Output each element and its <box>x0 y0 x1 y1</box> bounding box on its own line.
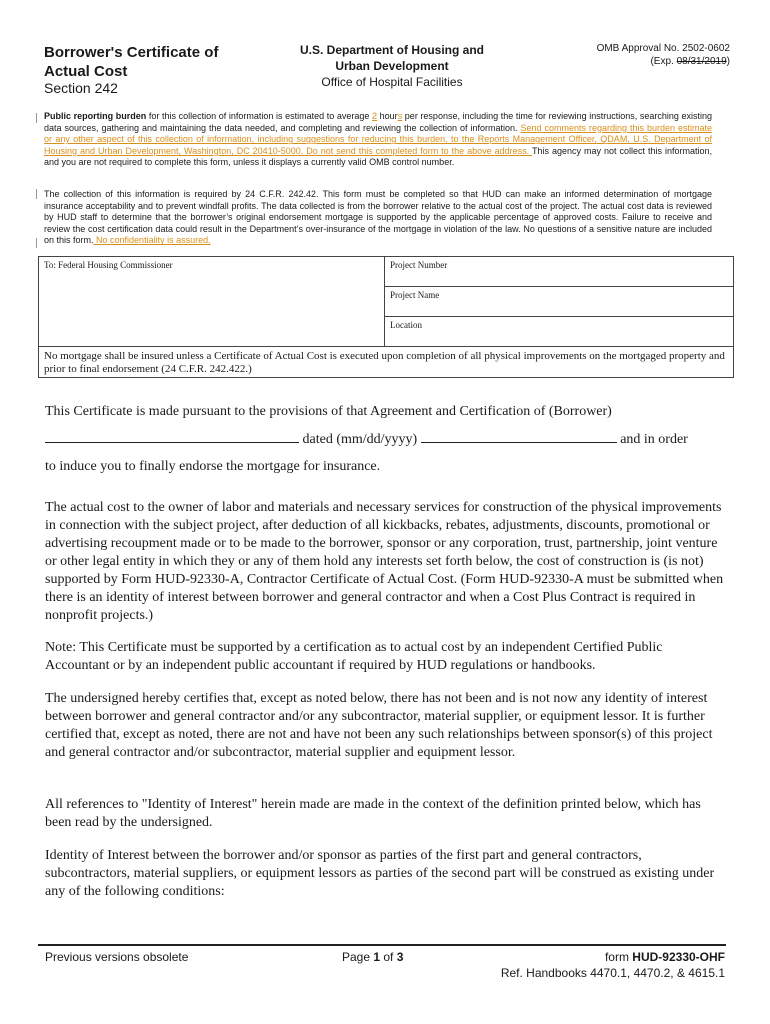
form-title <box>44 43 274 81</box>
agency-block <box>282 42 502 90</box>
form-prefix: form <box>604 950 633 964</box>
previous-versions-note: Previous versions obsolete <box>45 950 189 964</box>
page-of: of <box>380 950 397 964</box>
revision-mark <box>36 113 37 123</box>
cert-line-2 <box>45 430 725 449</box>
footer-divider <box>38 944 726 946</box>
references-paragraph: All references to "Identity of Interest" herein made are made in the context of the definition printed below, which has been read by the undersigned. <box>45 797 701 830</box>
collection-statement <box>44 189 712 247</box>
project-number-label: Project Number <box>390 260 448 270</box>
page-number: 1 <box>373 950 381 964</box>
cert-line-1: This Certificate is made pursuant to the provisions of that Agreement and Certification of (Borrower) <box>45 404 612 419</box>
revision-mark <box>36 238 37 248</box>
project-name-label: Project Name <box>390 290 440 300</box>
burden-text-b: hour <box>377 111 398 121</box>
burden-text-d: This agency may not collect this information, and you are not required to complete this form, unless it displays a currently valid OMB control number. <box>44 145 712 168</box>
omb-exp-prefix: (Exp. <box>650 56 677 67</box>
send-comments-text: Send comments regarding this burden estimate or any other aspect of this collection of information, including suggestions for reducing this burden, to the Reports Management Officer, QDAM, U.S. Department of Housing and Urban Development, Washington, DC 20410-5000. Do not send this completed form to the above address. <box>44 122 712 156</box>
borrower-blank[interactable] <box>45 430 299 443</box>
burden-lead: Public reporting burden <box>44 111 147 121</box>
identity-paragraph: Identity of Interest between the borrower and/or sponsor as parties of the first part and general contractors, subcontractors, material suppliers, or equipment lessors as parties of the second part will be construed as existing under any of the following conditions: <box>45 848 715 899</box>
form-title-line1: Borrower's Certificate of <box>44 44 219 61</box>
agency-office: Office of Hospital Facilities <box>321 75 463 89</box>
location-label: Location <box>390 320 422 330</box>
confidentiality-text: No confidentiality is assured. <box>93 235 211 246</box>
to-label: To: Federal Housing Commissioner <box>44 260 173 270</box>
cert-line-3: to induce you to finally endorse the mortgage for insurance. <box>45 459 381 474</box>
form-id <box>605 950 725 964</box>
burden-hours-num: 2 <box>372 111 378 121</box>
omb-exp-date: 08/31/2019 <box>676 56 727 67</box>
and-in-order-text: and in order <box>616 432 688 447</box>
actual-cost-paragraph: The actual cost to the owner of labor and materials and necessary services for construction of the physical improvements in connection with the subject project, after deduction of all kickbacks, rebates, adjustments, discounts, promotional or advertising recoupment made or to be made to the borrower, sponsor or any corporation, trust, partnership, joint venture or other legal entity in which they or any of them hold any interests set forth below, the cost of construction is (is not) supported by Form HUD-92330-A, Contractor Certificate of Actual Cost. (Form HUD-92330-A must be submitted when there is an identity of interest between borrower and general contractor and when a Cost Plus Contract is required in nonprofit projects.) <box>45 500 724 623</box>
location-field[interactable] <box>385 317 733 345</box>
date-blank[interactable] <box>421 430 617 443</box>
agency-name-line1: U.S. Department of Housing and <box>299 43 484 57</box>
handbook-references: Ref. Handbooks 4470.1, 4470.2, & 4615.1 <box>500 966 725 980</box>
form-title-line2: Actual Cost <box>44 63 128 80</box>
to-cell[interactable] <box>39 257 385 346</box>
page-total: 3 <box>396 950 404 964</box>
agency-name-line2: Urban Development <box>335 59 449 73</box>
insurance-note-text: No mortgage shall be insured unless a Certificate of Actual Cost is executed upon completion of all physical improvements on the mortgaged property and prior to final endorsement (24 C.F.R. 242.422.) <box>44 350 725 375</box>
page-indicator <box>342 950 403 964</box>
project-info-table <box>38 256 734 378</box>
burden-hours-s: s <box>397 111 403 121</box>
omb-approval <box>597 42 730 68</box>
project-name-field[interactable] <box>385 287 733 317</box>
revision-mark <box>36 189 37 199</box>
form-number: HUD-92330-OHF <box>632 950 725 964</box>
note-paragraph: Note: This Certificate must be supported by a certification as to actual cost by an independent Certified Public Accountant or by an independent public accountant if required by HUD regulations or handbooks. <box>45 640 663 673</box>
insurance-note <box>39 346 733 378</box>
omb-number: OMB Approval No. 2502-0602 <box>596 43 730 54</box>
collection-text: The collection of this information is required by 24 C.F.R. 242.42. This form must be completed so that HUD can make an informed determination of mortgage insurance acceptability and to prevent windfall profits. The data collected is from the borrower relative to the actual cost of the project. The actual cost data is reviewed by HUD staff to determine that the borrower’s original endorsement mortgage is supported by the applicable percentage of approved costs. Failure to receive and review the cost certification data could result in the Department’s over-insurance of the mortgage in violation of the law. No questions of a sensitive nature are included on this form. <box>44 189 712 246</box>
section-label: Section 242 <box>44 80 118 96</box>
burden-text-a: for this collection of information is estimated to average <box>146 111 373 121</box>
burden-text-c: per response, including the time for reviewing instructions, searching existing data sources, gathering and maintaining the data needed, and completing and reviewing the collection of information. <box>44 111 713 133</box>
dated-label: dated (mm/dd/yyyy) <box>299 432 421 447</box>
burden-statement <box>44 111 712 169</box>
page-prefix: Page <box>342 950 374 964</box>
omb-exp-suffix: ) <box>726 56 730 67</box>
project-number-field[interactable] <box>385 257 733 287</box>
omb-expiration <box>597 55 730 68</box>
undersigned-paragraph: The undersigned hereby certifies that, except as noted below, there has not been and is not now any identity of interest between borrower and general contractor and/or any subcontractor, material supplier, or equipment lessor. It is further certified that, except as noted, there are not and have not been any such relationships between sponsor(s) of this project and general contractor and/or subcontractor, material supplier and equipment lessor. <box>45 691 713 760</box>
